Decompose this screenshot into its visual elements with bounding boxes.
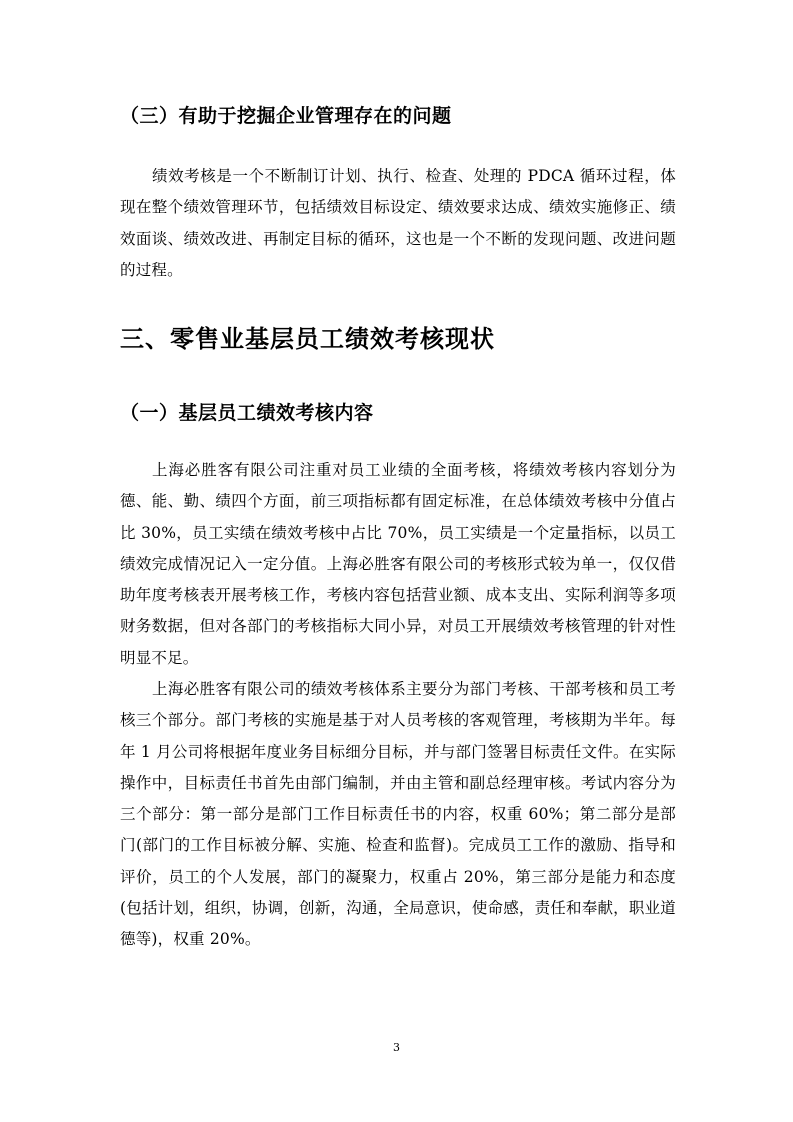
paragraph-assessment-system: 上海必胜客有限公司的绩效考核体系主要分为部门考核、干部考核和员工考核三个部分。部门考核的实施是基于对人员考核的客观管理，考核期为半年。每年 1 月公司将根据年度业务目标细分目标，并与部门签署目标责任文件。在实际操作中，目标责任书首先由部门编制，并由主管和副总经理审核。考试内容分为三个部分：第一部分是部门工作目标责任书的内容，权重 60%；第二部分是部门(部门的工作目标被分解、实施、检查和监督)。完成员工工作的激励、指导和评价，员工的个人发展，部门的凝聚力，权重占 20%，第三部分是能力和态度(包括计划，组织，协调，创新，沟通，全局意识，使命感，责任和奉献，职业道德等)，权重 20%。 [120, 680, 676, 949]
chapter-heading-three: 三、零售业基层员工绩效考核现状 [120, 325, 495, 353]
paragraph-pdca: 绩效考核是一个不断制订计划、执行、检查、处理的 PDCA 循环过程，体现在整个绩效管理环节，包括绩效目标设定、绩效要求达成、绩效实施修正、绩效面谈、绩效改进、再制定目标的循环，这也是一个不断的发现问题、改进问题的过程。 [120, 167, 676, 279]
section-heading-one: （一）基层员工绩效考核内容 [120, 402, 374, 424]
paragraph-assessment-content: 上海必胜客有限公司注重对员工业绩的全面考核，将绩效考核内容划分为德、能、勤、绩四个方面，前三项指标都有固定标准，在总体绩效考核中分值占比 30%，员工实绩在绩效考核中占比 70%，员工实绩是一个定量指标，以员工绩效完成情况记入一定分值。上海必胜客有限公司的考核形式较为单一，仅仅借助年度考核表开展考核工作，考核内容包括营业额、成本支出、实际利润等多项财务数据，但对各部门的考核指标大同小异，对员工开展绩效考核管理的针对性明显不足。 [120, 461, 676, 667]
section-heading-three: （三）有助于挖掘企业管理存在的问题 [120, 105, 452, 127]
page-number: 3 [393, 1041, 400, 1054]
